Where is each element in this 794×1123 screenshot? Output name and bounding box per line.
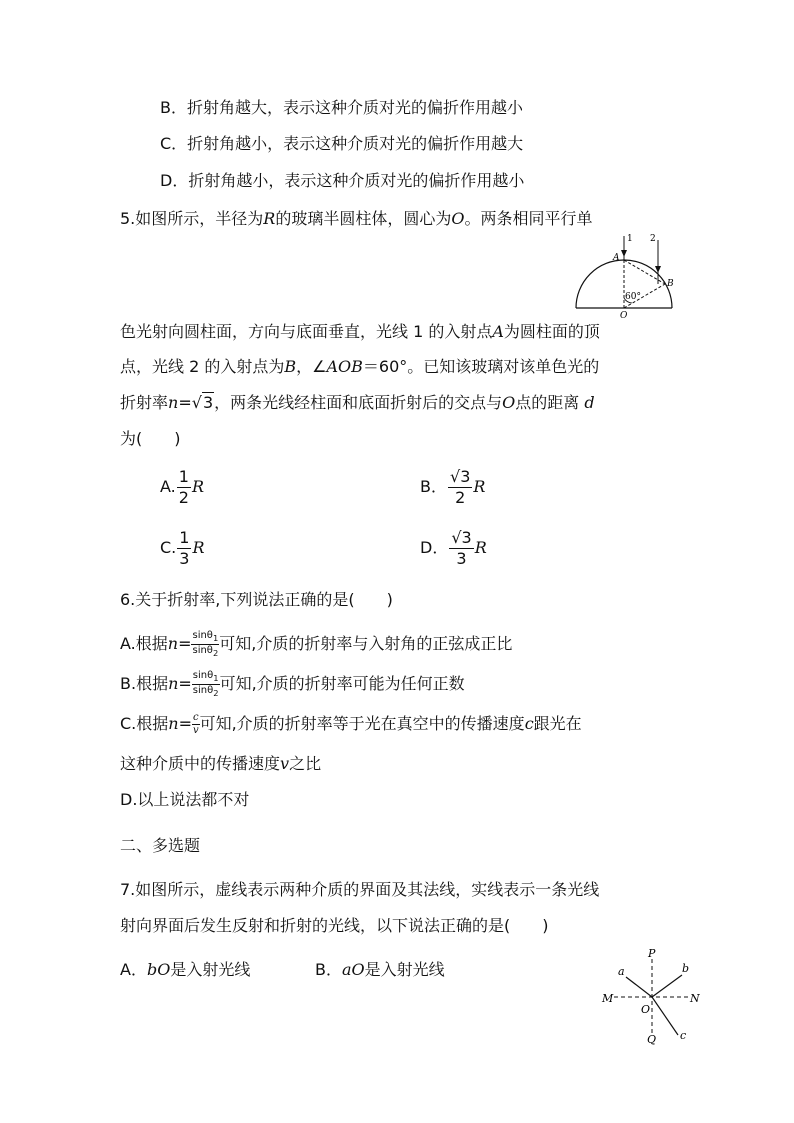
angle-label: 60° [625, 292, 641, 302]
chord-ab [624, 260, 665, 284]
label-n: N [690, 992, 700, 1005]
q5-semicircle-figure [568, 230, 680, 320]
q5-stem-line4: 折射率n=√3，两条光线经柱面和底面折射后的交点与O点的距离 d [120, 391, 595, 415]
q5-stem-line3: 点，光线 2 的入射点为B，∠AOB＝60°。已知该玻璃对该单色光的 [120, 357, 600, 376]
ray-b [652, 975, 682, 997]
ray-2-label: 2 [650, 234, 656, 244]
label-a: a [618, 965, 625, 978]
q5-stem-line2: 色光射向圆柱面，方向与底面垂直，光线 1 的入射点A为圆柱面的顶 [120, 322, 600, 341]
ray-1-label: 1 [627, 234, 633, 244]
label-c: c [680, 1029, 687, 1042]
ray-1-arrow [621, 250, 627, 257]
q5-option-c: C. $\frac{1}{3}$ R [160, 528, 205, 568]
q4-option-b: B．折射角越大，表示这种介质对光的偏折作用越小 [160, 98, 523, 117]
q6-option-a: A.根据n= $\frac{\sin\theta_1}{\sin\theta_2}$ 可知,介质的折射率与入射角的正弦成正比 [120, 630, 513, 658]
q5-stem-line5: 为( ) [120, 429, 181, 448]
q5-option-d: D． $\frac{√3}{3}$ R [420, 528, 487, 568]
q7-option-b: B．aO是入射光线 [315, 960, 445, 979]
q6-option-c-line1: C.根据n= $\frac{c}{v}$ 可知,介质的折射率等于光在真空中的传播速度c跟光在 [120, 712, 582, 736]
q5-stem-line1: 5.如图所示，半径为R的玻璃半圆柱体，圆心为O。两条相同平行单 [120, 209, 593, 228]
label-b: b [682, 962, 690, 975]
label-q: Q [647, 1033, 657, 1045]
point-a-label: A [613, 253, 620, 263]
q4-option-d: D．折射角越小，表示这种介质对光的偏折作用越小 [160, 171, 525, 190]
q7-stem-line1: 7.如图所示，虚线表示两种介质的界面及其法线，实线表示一条光线 [120, 880, 600, 899]
q6-stem: 6.关于折射率,下列说法正确的是( ) [120, 590, 393, 609]
q6-option-d: D.以上说法都不对 [120, 790, 250, 809]
section-title-multiple-choice: 二、多选题 [120, 836, 201, 855]
label-p: P [648, 947, 656, 960]
q7-option-a: A．bO是入射光线 [120, 960, 251, 979]
sqrt-3: √3 [191, 393, 214, 412]
q7-reflection-figure [596, 945, 708, 1045]
q5-option-b: B． $\frac{√3}{2}$ R [420, 467, 486, 507]
center-o-label: O [620, 311, 628, 320]
q4-option-c: C．折射角越小，表示这种介质对光的偏折作用越大 [160, 134, 524, 153]
q7-stem-line2: 射向界面后发生反射和折射的光线，以下说法正确的是( ) [120, 916, 549, 935]
label-o: O [641, 1003, 651, 1016]
ray-a [626, 977, 652, 997]
point-b-label: B [667, 279, 674, 289]
q6-option-b: B.根据n= $\frac{\sin\theta_1}{\sin\theta_2}$ 可知,介质的折射率可能为任何正数 [120, 670, 465, 698]
label-m: M [602, 992, 614, 1005]
ray-c [652, 997, 678, 1035]
q6-option-c-line2: 这种介质中的传播速度v之比 [120, 754, 322, 773]
q5-option-a: A. $\frac{1}{2}$ R [160, 467, 204, 507]
